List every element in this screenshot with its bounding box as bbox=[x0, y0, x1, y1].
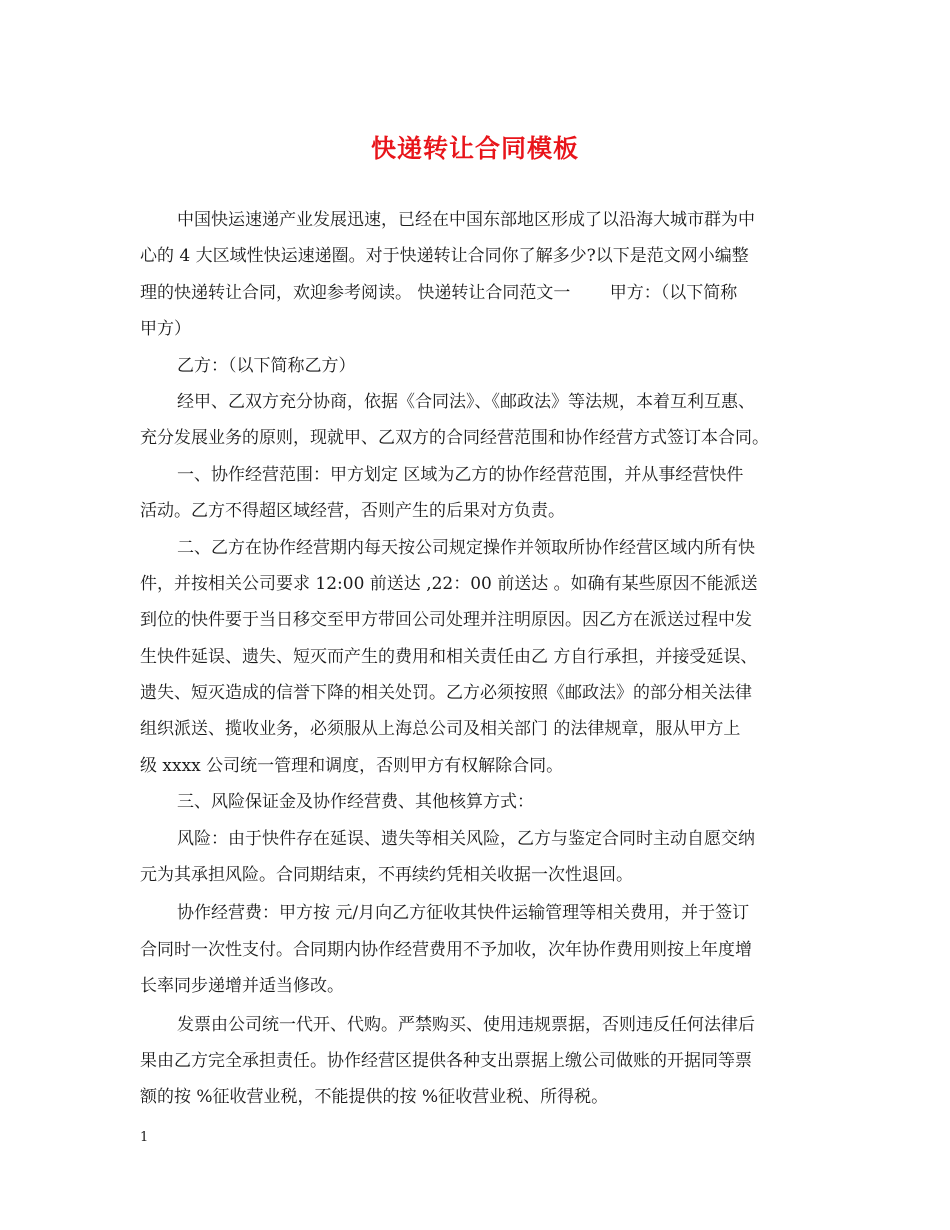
text-line: 活动。乙方不得超区域经营，否则产生的后果对方负责。 bbox=[140, 501, 565, 522]
text-line: 协作经营费：甲方按 元/月向乙方征收其快件运输管理等相关费用，并于签订 bbox=[177, 903, 750, 924]
text-line: 中国快运速递产业发展迅速，已经在中国东部地区形成了以沿海大城市群为中 bbox=[177, 210, 755, 230]
text-line: 心的 4 大区域性快运速递圈。对于快递转让合同你了解多少?以下是范文网小编整 bbox=[140, 246, 749, 267]
text-line: 额的按 %征收营业税，不能提供的按 %征收营业税、所得税。 bbox=[140, 1087, 609, 1108]
document-title: 快递转让合同模板 bbox=[370, 134, 579, 163]
document-body bbox=[140, 202, 824, 1116]
text-line: 二、乙方在协作经营期内每天按公司规定操作并领取所协作经营区域内所有快 bbox=[177, 537, 755, 558]
text-line: 三、风险保证金及协作经营费、其他核算方式： bbox=[177, 792, 534, 813]
text-line: 一、协作经营范围：甲方划定 区域为乙方的协作经营范围，并从事经营快件 bbox=[177, 464, 744, 485]
page-number: 1 bbox=[140, 1130, 149, 1145]
text-line: 充分发展业务的原则，现就甲、乙双方的合同经营范围和协作经营方式签订本合同。 bbox=[140, 428, 769, 449]
text-line: 到位的快件要于当日移交至甲方带回公司处理并注明原因。因乙方在派送过程中发 bbox=[140, 610, 752, 631]
text-line: 长率同步递增并适当修改。 bbox=[140, 976, 344, 997]
text-line: 遗失、短灭造成的信誉下降的相关处罚。乙方必须按照《邮政法》的部分相关法律 bbox=[140, 683, 752, 704]
text-line: 乙方：（以下简称乙方） bbox=[177, 355, 356, 376]
text-line: 果由乙方完全承担责任。协作经营区提供各种支出票据上缴公司做账的开据同等票 bbox=[140, 1050, 752, 1071]
text-line: 理的快递转让合同，欢迎参考阅读。 快递转让合同范文一 甲方：（以下简称 bbox=[140, 282, 738, 303]
text-line: 发票由公司统一代开、代购。严禁购买、使用违规票据，否则违反任何法律后 bbox=[177, 1014, 755, 1035]
text-line: 经甲、乙双方充分协商，依据《合同法》、《邮政法》等法规，本着互利互惠、 bbox=[177, 391, 755, 412]
text-line: 合同时一次性支付。合同期内协作经营费用不予加收，次年协作费用则按上年度增 bbox=[140, 939, 752, 960]
text-line: 组织派送、揽收业务，必须服从上海总公司及相关部门 的法律规章，服从甲方上 bbox=[140, 719, 741, 740]
text-line: 风险：由于快件存在延误、遗失等相关风险，乙方与鉴定合同时主动自愿交纳 bbox=[177, 828, 755, 849]
text-line: 甲方） bbox=[140, 319, 191, 340]
text-line: 件，并按相关公司要求 12:00 前送达 ,22：00 前送达 。如确有某些原因不能派送 bbox=[140, 573, 758, 594]
text-line: 生快件延误、遗失、短灭而产生的费用和相关责任由乙 方自行承担，并接受延误、 bbox=[140, 646, 758, 667]
text-line: 级 xxxx 公司统一管理和调度，否则甲方有权解除合同。 bbox=[140, 755, 564, 776]
text-line: 元为其承担风险。合同期结束，不再续约凭相关收据一次性退回。 bbox=[140, 865, 633, 886]
